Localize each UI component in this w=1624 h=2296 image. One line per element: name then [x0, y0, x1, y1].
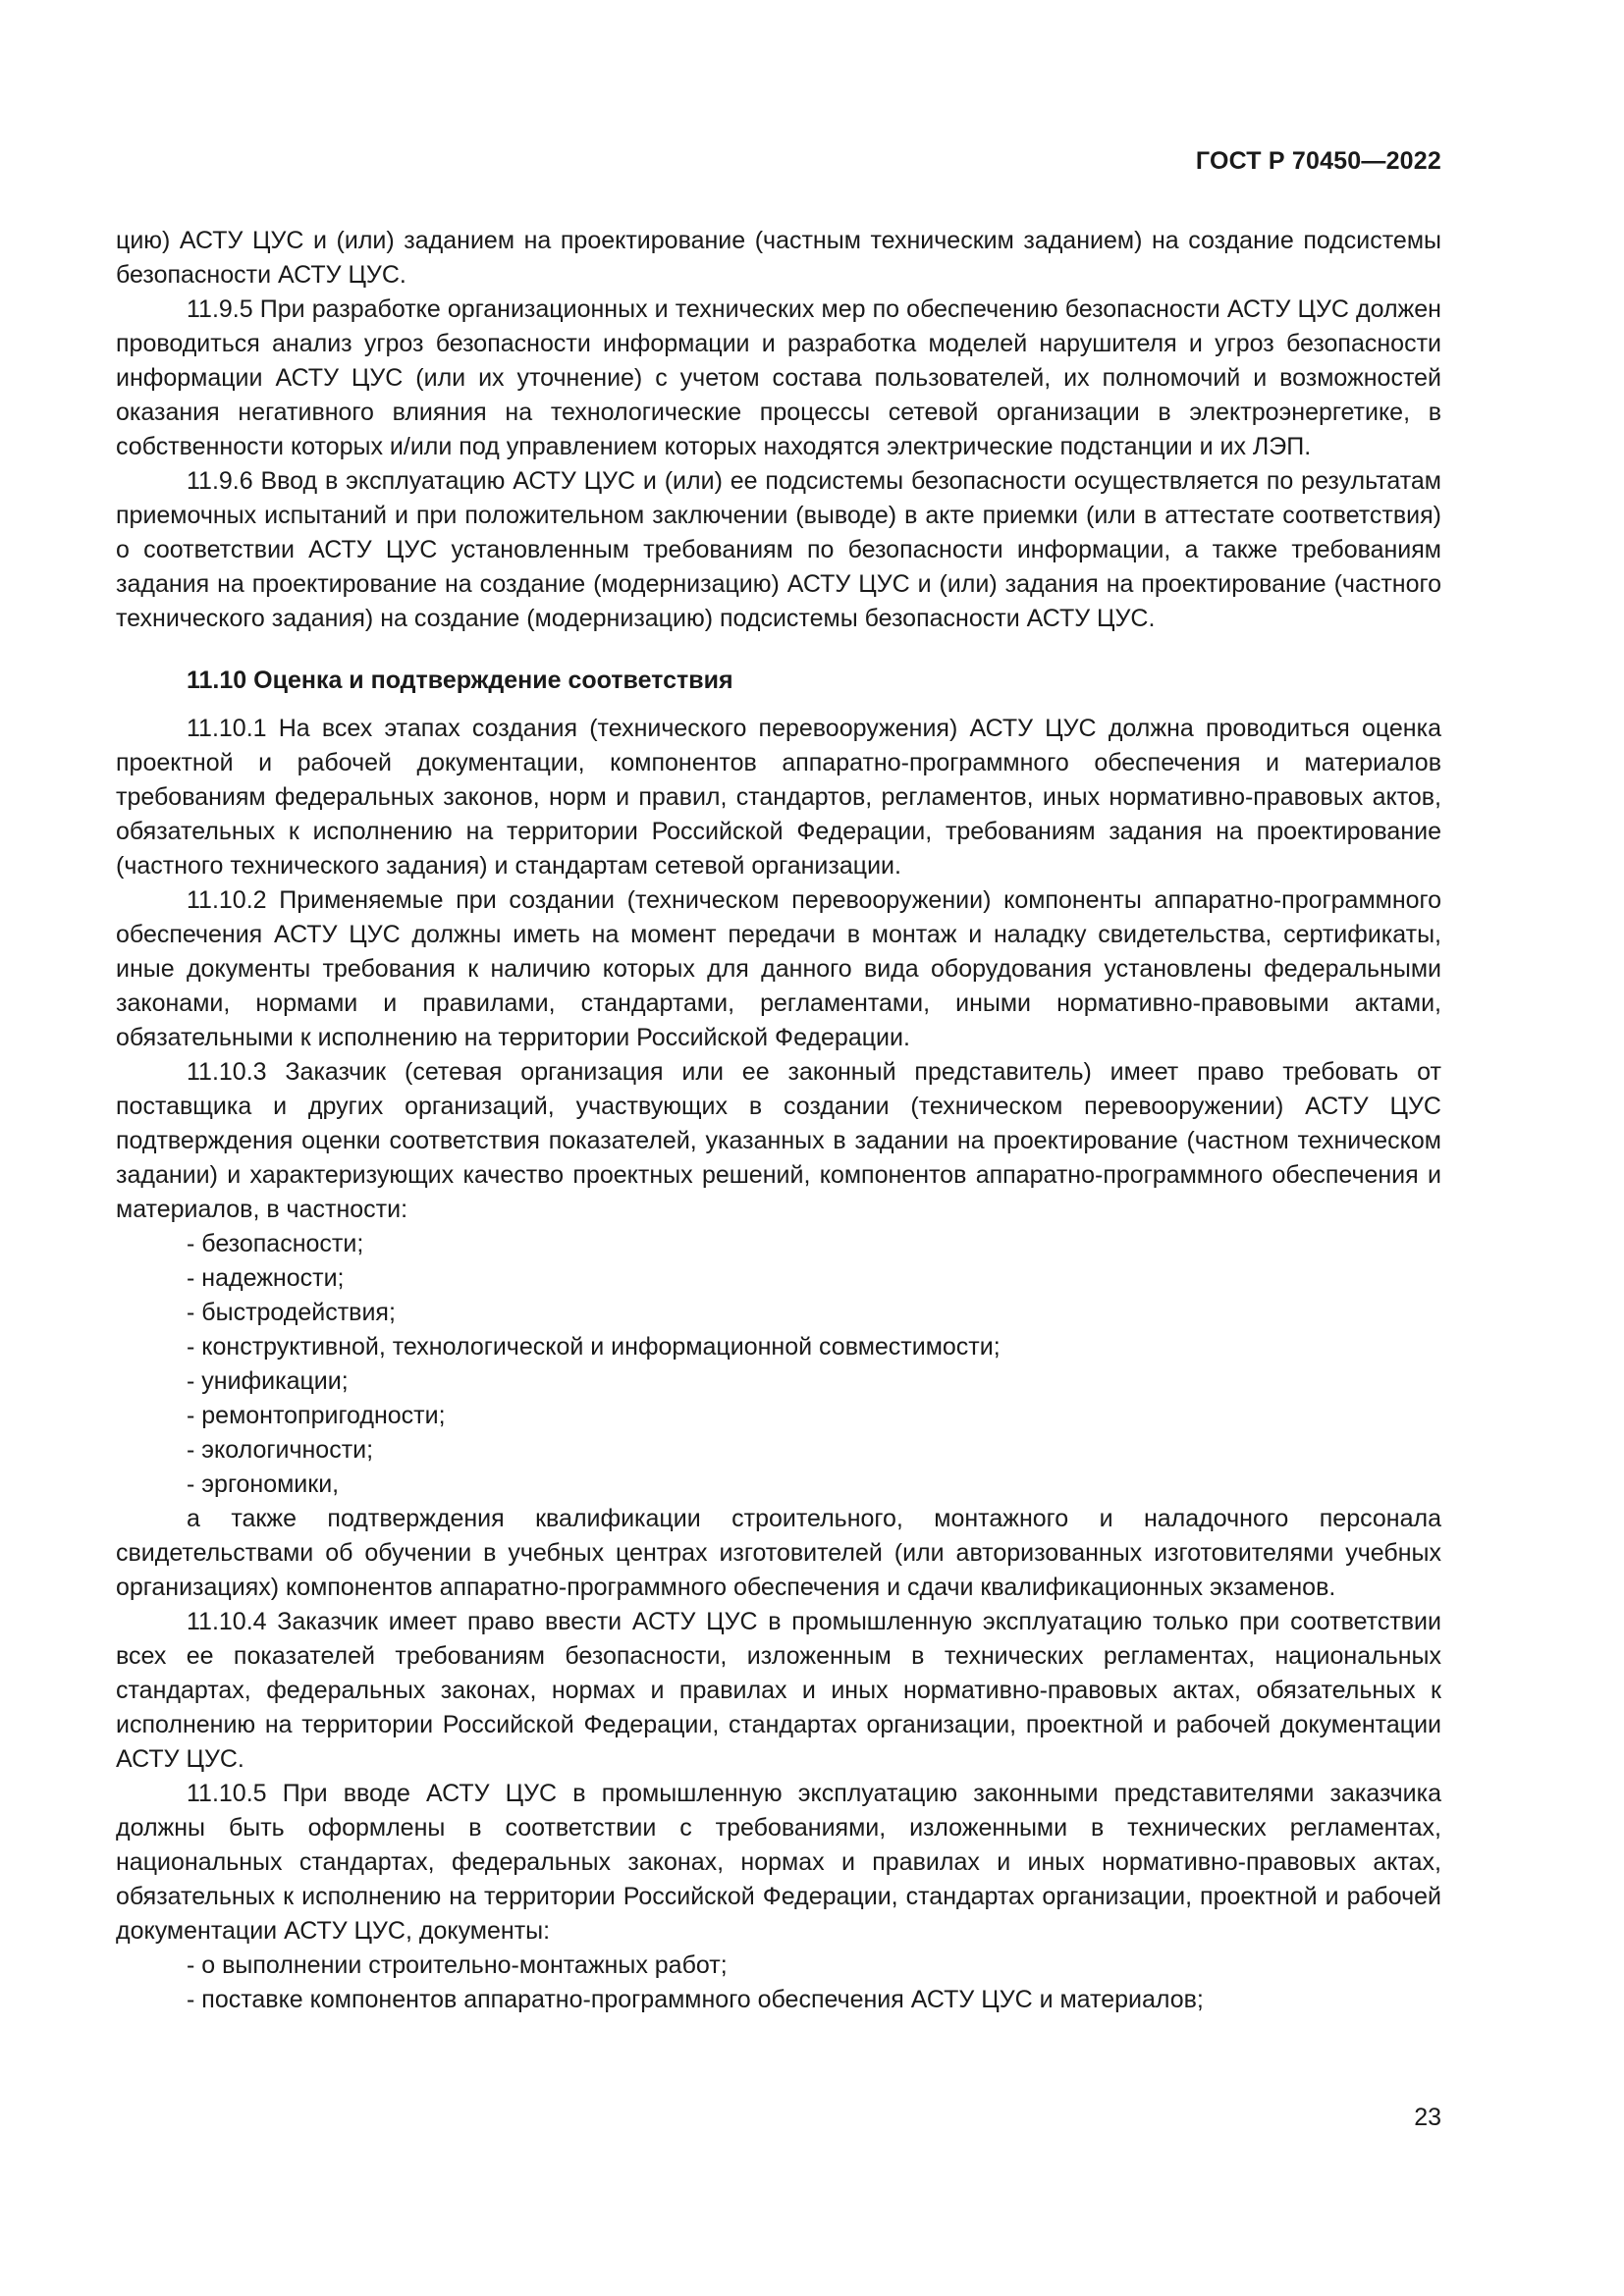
- paragraph-11-10-1: 11.10.1 На всех этапах создания (технического перевооружения) АСТУ ЦУС должна проводиться оценка проектной и рабочей документации, компонентов аппаратно-программного обеспечения и материалов требованиям федеральных законов, норм и правил, стандартов, регламентов, иных нормативно-правовых актов, обязательных к исполнению на территории Российской Федерации, требованиям задания на проектирование (частного технического задания) и стандартам сетевой организации.: [116, 715, 1441, 880]
- document-header: ГОСТ Р 70450—2022: [1195, 147, 1441, 175]
- list-item: - о выполнении строительно-монтажных работ;: [187, 1949, 1441, 1983]
- list-item: - безопасности;: [187, 1227, 1441, 1261]
- paragraph-11-10-2: 11.10.2 Применяемые при создании (техническом перевооружении) компоненты аппаратно-программного обеспечения АСТУ ЦУС должны иметь на момент передачи в монтаж и наладку свидетельства, сертификаты, иные документы требования к наличию которых для данного вида оборудования установлены федеральными законами, нормами и правилами, стандартами, регламентами, иными нормативно-правовыми актами, обязательными к исполнению на территории Российской Федерации.: [116, 886, 1441, 1051]
- paragraph-11-10-5: 11.10.5 При вводе АСТУ ЦУС в промышленную эксплуатацию законными представителями заказчика должны быть оформлены в соответствии с требованиями, изложенными в технических регламентах, национальных стандартах, федеральных законах, нормах и правилах и иных нормативно-правовых актах, обязательных к исполнению на территории Российской Федерации, стандартах организации, проектной и рабочей документации АСТУ ЦУС, документы:: [116, 1780, 1441, 1945]
- paragraph-11-9-6: 11.9.6 Ввод в эксплуатацию АСТУ ЦУС и (или) ее подсистемы безопасности осуществляется по результатам приемочных испытаний и при положительном заключении (выводе) в акте приемки (или в аттестате соответствия) о соответствии АСТУ ЦУС установленным требованиям по безопасности информации, а также требованиям задания на проектирование на создание (модернизацию) АСТУ ЦУС и (или) задания на проектирование (частного технического задания) на создание (модернизацию) подсистемы безопасности АСТУ ЦУС.: [116, 467, 1441, 632]
- list-item: - эргономики,: [187, 1468, 1441, 1502]
- list-item: - быстродействия;: [187, 1296, 1441, 1330]
- section-heading-11-10: 11.10 Оценка и подтверждение соответствия: [187, 667, 733, 694]
- list-item: - экологичности;: [187, 1433, 1441, 1468]
- paragraph-qualification: а также подтверждения квалификации строительного, монтажного и наладочного персонала свидетельствами об обучении в учебных центрах изготовителей (или авторизованных изготовителями учебных организациях) компонентов аппаратно-программного обеспечения и сдачи квалификационных экзаменов.: [116, 1505, 1441, 1601]
- paragraph-11-10-3: 11.10.3 Заказчик (сетевая организация или ее законный представитель) имеет право требовать от поставщика и других организаций, участвующих в создании (техническом перевооружении) АСТУ ЦУС подтверждения оценки соответствия показателей, указанных в задании на проектирование (частном техническом задании) и характеризующих качество проектных решений, компонентов аппаратно-программного обеспечения и материалов, в частности:: [116, 1058, 1441, 1223]
- paragraph-11-9-5: 11.9.5 При разработке организационных и технических мер по обеспечению безопасности АСТУ ЦУС должен проводиться анализ угроз безопасности информации и разработка моделей нарушителя и угроз безопасности информации АСТУ ЦУС (или их уточнение) с учетом состава пользователей, их полномочий и возможностей оказания негативного влияния на технологические процессы сетевой организации в электроэнергетике, в собственности которых и/или под управлением которых находятся электрические подстанции и их ЛЭП.: [116, 295, 1441, 460]
- documents-list: [116, 1949, 1441, 2017]
- document-body: [116, 224, 1441, 2017]
- list-item: - унификации;: [187, 1364, 1441, 1399]
- page-number: 23: [1414, 2104, 1441, 2131]
- list-item: - ремонтопригодности;: [187, 1399, 1441, 1433]
- list-item: - поставке компонентов аппаратно-программного обеспечения АСТУ ЦУС и материалов;: [187, 1983, 1441, 2017]
- quality-indicators-list: [116, 1227, 1441, 1502]
- list-item: - конструктивной, технологической и информационной совместимости;: [187, 1330, 1441, 1364]
- list-item: - надежности;: [187, 1261, 1441, 1296]
- paragraph-continuation: цию) АСТУ ЦУС и (или) заданием на проектирование (частным техническим заданием) на создание подсистемы безопасности АСТУ ЦУС.: [116, 227, 1441, 289]
- paragraph-11-10-4: 11.10.4 Заказчик имеет право ввести АСТУ ЦУС в промышленную эксплуатацию только при соответствии всех ее показателей требованиям безопасности, изложенным в технических регламентах, национальных стандартах, федеральных законах, нормах и правилах и иных нормативно-правовых актах, обязательных к исполнению на территории Российской Федерации, стандартах организации, проектной и рабочей документации АСТУ ЦУС.: [116, 1608, 1441, 1773]
